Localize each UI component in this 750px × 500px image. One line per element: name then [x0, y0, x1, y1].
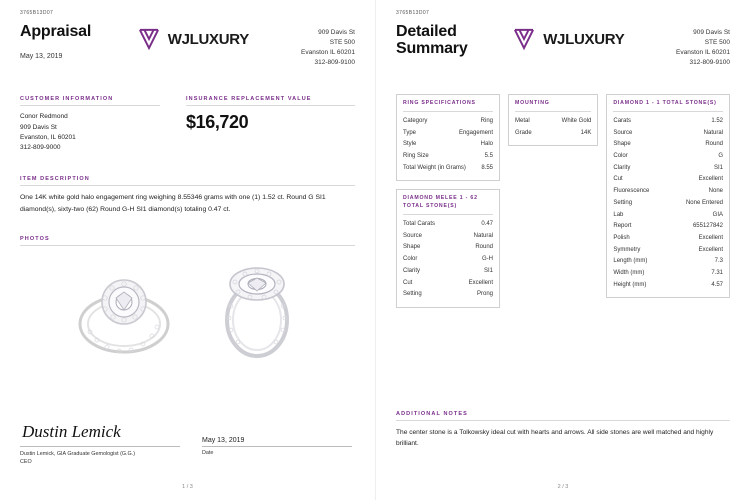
photos-section: [20, 236, 355, 362]
diamond-key: Shape: [613, 141, 631, 148]
diamond-1-title: DIAMOND 1 - 1 TOTAL STONE(S): [613, 100, 723, 112]
table-row: [613, 245, 723, 257]
table-row: [613, 233, 723, 245]
additional-notes-label: ADDITIONAL NOTES: [396, 411, 730, 421]
diamond-key: Carats: [613, 118, 632, 125]
melee-key: Color: [403, 256, 418, 263]
table-row: [613, 163, 723, 175]
diamond-value: G: [718, 153, 723, 160]
melee-key: Cut: [403, 279, 413, 286]
spec-cards-row: [396, 94, 730, 308]
diamond-value: None: [708, 188, 723, 195]
diamond-value: Natural: [703, 129, 723, 136]
brand-block: [136, 24, 249, 52]
address-line-2: STE 500: [704, 39, 730, 47]
mounting-key: Metal: [515, 118, 530, 125]
melee-value: G-H: [482, 256, 493, 263]
value-section: [186, 96, 355, 154]
spec-value: 8.55: [481, 164, 493, 171]
table-row: [613, 280, 723, 292]
page-title: Appraisal: [20, 23, 92, 40]
table-row: [613, 116, 723, 128]
diamond-key: Height (mm): [613, 281, 647, 288]
diamond-key: Source: [613, 129, 633, 136]
customer-street: 909 Davis St: [20, 123, 57, 131]
document-date: May 13, 2019: [20, 52, 63, 60]
spec-key: Ring Size: [403, 153, 429, 160]
customer-section: [20, 96, 160, 154]
melee-value: Natural: [473, 232, 493, 239]
table-row: [403, 289, 493, 301]
spec-value: Engagement: [458, 129, 493, 136]
title-block-page-2: [396, 24, 511, 58]
table-row: [403, 163, 493, 175]
document-id-page-2: 3765B13D07: [396, 10, 430, 16]
brand-name: WJLUXURY: [167, 30, 249, 48]
diamond-melee-title: DIAMOND MELEE 1 - 62 TOTAL STONE(S): [403, 195, 493, 215]
ring-photo-angled-view: [202, 252, 312, 362]
diamond-key: Report: [613, 223, 632, 230]
address-line-2: STE 500: [329, 39, 355, 47]
brand-name: WJLUXURY: [543, 30, 625, 48]
melee-value: Excellent: [468, 279, 493, 286]
customer-details: [20, 112, 160, 154]
address-phone: 312-809-9100: [314, 59, 355, 67]
diamond-value: 4.57: [711, 281, 723, 288]
ring-specifications-title: RING SPECIFICATIONS: [403, 100, 493, 112]
page-2-title-line-2: Summary: [396, 39, 468, 57]
spec-key: Type: [403, 129, 417, 136]
table-row: [613, 198, 723, 210]
date-label: Date: [202, 449, 214, 456]
table-row: [403, 219, 493, 231]
diamond-value: 655127842: [692, 223, 723, 230]
company-address: [249, 24, 355, 68]
table-row: [613, 268, 723, 280]
photos-row: [20, 252, 355, 362]
diamond-key: Setting: [613, 199, 633, 206]
signature-area: [20, 418, 355, 466]
melee-key: Setting: [403, 291, 422, 298]
page-2: [375, 0, 750, 500]
table-row: [403, 254, 493, 266]
diamond-key: Cut: [613, 176, 623, 183]
spec-key: Style: [403, 141, 417, 148]
table-row: [403, 116, 493, 128]
brand-logo-icon: [136, 26, 162, 52]
diamond-key: Fluorescence: [613, 188, 650, 195]
diamond-key: Polish: [613, 234, 630, 241]
table-row: [403, 278, 493, 290]
diamond-value: 7.31: [711, 269, 723, 276]
table-row: [403, 151, 493, 163]
page-2-number: 2 / 3: [557, 484, 569, 490]
signature-rule: [20, 446, 180, 447]
table-row: [403, 266, 493, 278]
table-row: [613, 210, 723, 222]
diamond-key: Lab: [613, 211, 624, 218]
melee-value: Prong: [476, 291, 493, 298]
spec-key: Total Weight (in Grams): [403, 164, 466, 171]
address-line-1: 909 Davis St: [318, 29, 355, 36]
spec-value: 5.5: [484, 153, 493, 160]
ring-photo-top-view: [64, 262, 184, 362]
company-address-page-2: [624, 24, 730, 68]
table-row: [613, 151, 723, 163]
left-cards-column: [396, 94, 500, 308]
additional-notes-text: The center stone is a Tolkowsky ideal cut with hearts and arrows. All side stones are well matched and highly brilliant.: [396, 428, 714, 448]
table-row: [515, 128, 591, 140]
svg-text:Dustin Lemick: Dustin Lemick: [22, 421, 121, 441]
customer-and-value: [20, 96, 355, 154]
insurance-replacement-value-label: INSURANCE REPLACEMENT VALUE: [186, 96, 355, 106]
mounting-value: 14K: [580, 129, 592, 136]
mounting-key: Grade: [515, 129, 532, 136]
table-row: [613, 221, 723, 233]
diamond-value: Round: [705, 141, 723, 148]
table-row: [403, 231, 493, 243]
customer-name: Conor Redmond: [20, 113, 68, 121]
signature-mark: [20, 418, 180, 444]
table-row: [403, 139, 493, 151]
diamond-value: Excellent: [698, 176, 723, 183]
item-description-section: [20, 176, 355, 216]
diamond-key: Symmetry: [613, 246, 641, 253]
spec-value: Halo: [480, 141, 493, 148]
title-block: [20, 24, 136, 60]
signature-column: [20, 418, 180, 466]
diamond-value: Excellent: [698, 246, 723, 253]
address-line-1: 909 Davis St: [693, 29, 730, 36]
customer-information-label: CUSTOMER INFORMATION: [20, 96, 160, 106]
address-phone: 312-809-9100: [689, 59, 730, 67]
melee-value: 0.47: [481, 221, 493, 228]
mounting-value: White Gold: [561, 118, 592, 125]
table-row: [613, 128, 723, 140]
table-row: [403, 128, 493, 140]
signature-date: May 13, 2019: [202, 436, 245, 444]
diamond-value: 1.52: [711, 118, 723, 125]
mounting-card: [508, 94, 598, 146]
melee-key: Source: [403, 232, 423, 239]
diamond-value: SI1: [713, 164, 723, 171]
diamond-value: None Entered: [685, 199, 723, 206]
brand-block-page-2: [511, 24, 624, 52]
address-line-3: Evanston IL 60201: [301, 49, 355, 57]
diamond-value: 7.3: [714, 258, 723, 265]
mounting-title: MOUNTING: [515, 100, 591, 112]
melee-key: Clarity: [403, 267, 421, 274]
diamond-key: Clarity: [613, 164, 631, 171]
table-row: [613, 139, 723, 151]
melee-key: Total Carats: [403, 221, 436, 228]
additional-notes-section: [396, 411, 730, 450]
melee-value: SI1: [483, 267, 493, 274]
document-id: 3765B13D07: [20, 10, 54, 16]
diamond-key: Width (mm): [613, 269, 645, 276]
melee-key: Shape: [403, 244, 421, 251]
diamond-key: Color: [613, 153, 628, 160]
item-description-label: ITEM DESCRIPTION: [20, 176, 355, 186]
address-line-3: Evanston IL 60201: [676, 49, 730, 57]
spec-value: Ring: [480, 118, 493, 125]
item-description-text: One 14K white gold halo engagement ring weighing 8.55346 grams with one (1) 1.52 ct. Round G SI1 diamond(s), sixty-two (62) Round G-H SI1 diamond(s) totaling 0.47 ct.: [20, 193, 326, 213]
diamond-melee-card: [396, 189, 500, 307]
table-row: [613, 174, 723, 186]
page-2-header: [396, 24, 730, 68]
diamond-value: Excellent: [698, 234, 723, 241]
photos-label: PHOTOS: [20, 236, 355, 246]
brand-logo-icon: [511, 26, 537, 52]
table-row: [613, 186, 723, 198]
signer-name: Dustin Lemick, GIA Graduate Gemologist (G.G.): [20, 450, 136, 457]
melee-value: Round: [475, 244, 493, 251]
table-row: [613, 256, 723, 268]
customer-city: Evanston, IL 60201: [20, 134, 76, 142]
table-row: [403, 242, 493, 254]
insurance-replacement-value: $16,720: [186, 112, 249, 133]
signer-role: CEO: [20, 458, 32, 465]
diamond-1-card: [606, 94, 730, 298]
diamond-key: Length (mm): [613, 258, 648, 265]
table-row: [515, 116, 591, 128]
date-rule: [202, 446, 352, 447]
page-1-number: 1 / 3: [182, 484, 193, 490]
diamond-value: GIA: [712, 211, 723, 218]
ring-specifications-card: [396, 94, 500, 181]
customer-phone: 312-809-9000: [20, 144, 61, 152]
page-2-title-line-1: Detailed: [396, 23, 457, 40]
date-column: [202, 418, 352, 466]
spec-key: Category: [403, 118, 428, 125]
page-1-header: [20, 24, 355, 68]
